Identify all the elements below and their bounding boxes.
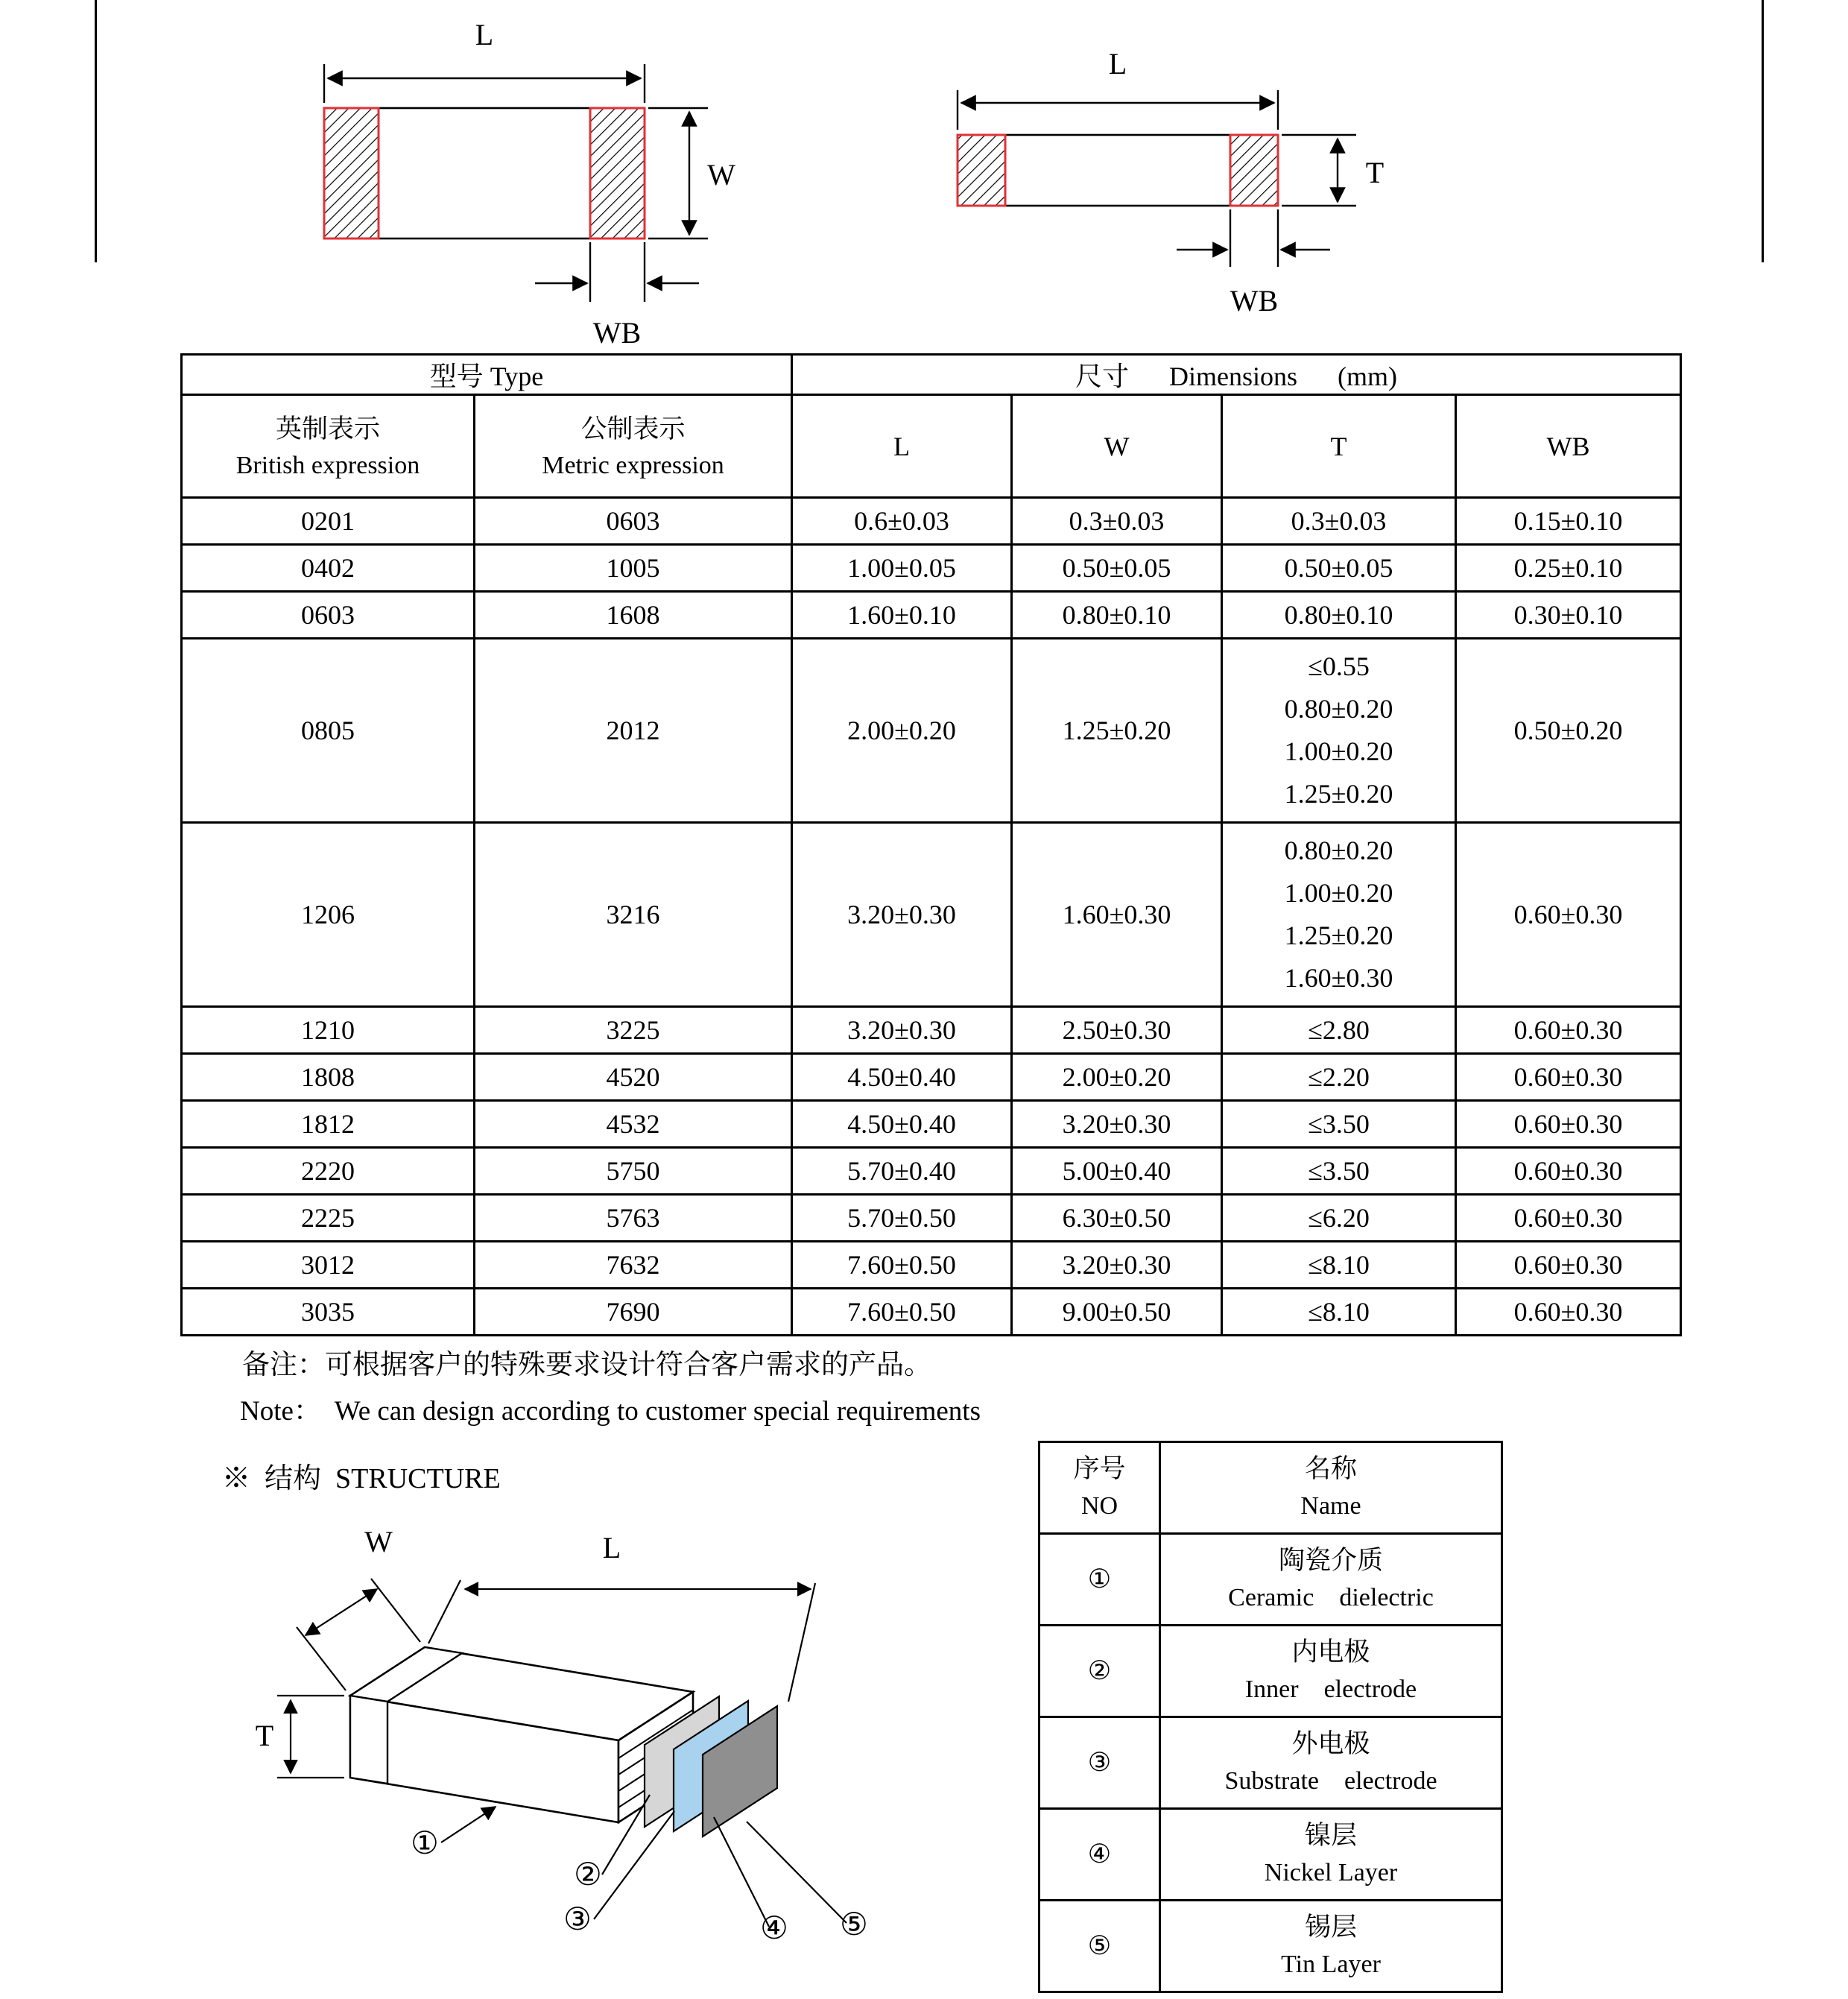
dim-table-row	[182, 823, 1681, 1007]
dim-table-row	[182, 1242, 1681, 1289]
dim-label-w: W	[364, 1525, 393, 1559]
cell-t: ≤0.55 0.80±0.20 1.00±0.20 1.25±0.20	[1222, 639, 1456, 823]
structure-heading: ※ 结构 STRUCTURE	[222, 1463, 501, 1494]
cell-w: 9.00±0.50	[1012, 1289, 1222, 1336]
cell-t: 0.50±0.05	[1222, 545, 1456, 592]
dim-table-body	[182, 498, 1681, 1336]
cell-w: 5.00±0.40	[1012, 1148, 1222, 1195]
cell-wb: 0.60±0.30	[1456, 1195, 1681, 1242]
note-cn: 备注：可根据客户的特殊要求设计符合客户需求的产品。	[242, 1350, 931, 1380]
dim-table-row	[182, 545, 1681, 592]
structure-header-row	[1040, 1442, 1502, 1534]
col-header-w: W	[1012, 395, 1222, 498]
terminal-right-hatch	[1230, 135, 1278, 206]
dim-table-row	[182, 1007, 1681, 1054]
cell-british: 1812	[182, 1101, 475, 1148]
cell-l: 0.6±0.03	[792, 498, 1012, 545]
cell-metric: 7690	[475, 1289, 792, 1336]
cell-w: 1.60±0.30	[1012, 823, 1222, 1007]
cell-no: ①	[1040, 1534, 1160, 1626]
cell-wb: 0.25±0.10	[1456, 545, 1681, 592]
cell-l: 4.50±0.40	[792, 1101, 1012, 1148]
cell-t: ≤2.20	[1222, 1054, 1456, 1101]
cell-metric: 4520	[475, 1054, 792, 1101]
cell-t: ≤8.10	[1222, 1289, 1456, 1336]
cell-metric: 1005	[475, 545, 792, 592]
cell-british: 2220	[182, 1148, 475, 1195]
cell-t: ≤6.20	[1222, 1195, 1456, 1242]
cell-t: ≤2.80	[1222, 1007, 1456, 1054]
page-border-left	[95, 0, 97, 262]
col-header-british	[182, 395, 475, 498]
cell-l: 3.20±0.30	[792, 823, 1012, 1007]
cell-british: 1206	[182, 823, 475, 1007]
dim-table-row	[182, 1101, 1681, 1148]
dim-wb-arrow	[535, 242, 699, 302]
callout-4: ④	[760, 1910, 788, 1946]
type-group-header: 型号 Type	[182, 355, 792, 395]
cell-metric: 5763	[475, 1195, 792, 1242]
cell-name: 外电极 Substrate electrode	[1160, 1717, 1502, 1809]
cell-no: ②	[1040, 1626, 1160, 1717]
dimension-table	[180, 353, 1682, 1336]
cell-metric: 1608	[475, 592, 792, 639]
structure-table-row	[1040, 1901, 1502, 1992]
cell-no: ④	[1040, 1809, 1160, 1901]
cell-wb: 0.30±0.10	[1456, 592, 1681, 639]
structure-table-row	[1040, 1717, 1502, 1809]
terminal-left-hatch	[958, 135, 1005, 206]
cell-name: 镍层 Nickel Layer	[1160, 1809, 1502, 1901]
callout-3: ③	[563, 1901, 592, 1937]
cell-t: 0.80±0.20 1.00±0.20 1.25±0.20 1.60±0.30	[1222, 823, 1456, 1007]
structure-col-no-en: NO	[1080, 1492, 1118, 1520]
cell-l: 1.00±0.05	[792, 545, 1012, 592]
dim-l-arrow	[958, 90, 1278, 130]
cell-l: 1.60±0.10	[792, 592, 1012, 639]
terminal-left-hatch	[324, 108, 379, 239]
dim-wb-arrow	[1177, 209, 1330, 267]
structure-table-row	[1040, 1809, 1502, 1901]
dimensions-group-header: 尺寸 Dimensions (mm)	[792, 355, 1681, 395]
callout-2: ②	[574, 1856, 602, 1892]
dim-table-row	[182, 498, 1681, 545]
cell-wb: 0.60±0.30	[1456, 1007, 1681, 1054]
col-header-l: L	[792, 395, 1012, 498]
cell-british: 0805	[182, 639, 475, 823]
cell-t: 0.80±0.10	[1222, 592, 1456, 639]
cell-l: 7.60±0.50	[792, 1289, 1012, 1336]
cell-t: ≤3.50	[1222, 1148, 1456, 1195]
cell-w: 2.50±0.30	[1012, 1007, 1222, 1054]
structure-table-row	[1040, 1626, 1502, 1717]
dim-label-l: L	[602, 1531, 621, 1564]
cell-name: 锡层 Tin Layer	[1160, 1901, 1502, 1992]
cell-metric: 2012	[475, 639, 792, 823]
dim-label-l: L	[475, 18, 494, 51]
structure-col-name	[1160, 1442, 1502, 1534]
cell-british: 3035	[182, 1289, 475, 1336]
cell-name: 陶瓷介质 Ceramic dielectric	[1160, 1534, 1502, 1626]
col-header-wb: WB	[1456, 395, 1681, 498]
col-header-metric-cn: 公制表示	[580, 414, 686, 443]
cell-british: 1210	[182, 1007, 475, 1054]
cell-name: 内电极 Inner electrode	[1160, 1626, 1502, 1717]
side-view-diagram	[928, 41, 1420, 339]
cell-wb: 0.50±0.20	[1456, 639, 1681, 823]
cell-t: ≤3.50	[1222, 1101, 1456, 1148]
column-header-row	[182, 395, 1681, 498]
dim-label-w: W	[707, 158, 735, 192]
group-header-row	[182, 355, 1681, 395]
cell-w: 2.00±0.20	[1012, 1054, 1222, 1101]
cell-british: 3012	[182, 1242, 475, 1289]
col-header-british-cn: 英制表示	[275, 414, 380, 443]
col-header-t: T	[1222, 395, 1456, 498]
dim-w-arrow	[648, 108, 708, 239]
cell-british: 0201	[182, 498, 475, 545]
cell-metric: 7632	[475, 1242, 792, 1289]
dim-t-arrow	[1282, 135, 1356, 206]
cell-l: 3.20±0.30	[792, 1007, 1012, 1054]
cell-wb: 0.60±0.30	[1456, 1289, 1681, 1336]
cell-metric: 5750	[475, 1148, 792, 1195]
cell-w: 0.80±0.10	[1012, 592, 1222, 639]
cell-w: 3.20±0.30	[1012, 1242, 1222, 1289]
cell-l: 4.50±0.40	[792, 1054, 1012, 1101]
callout-5: ⑤	[840, 1906, 868, 1942]
cell-wb: 0.60±0.30	[1456, 1148, 1681, 1195]
dim-table-row	[182, 1289, 1681, 1336]
structure-table-row	[1040, 1534, 1502, 1626]
cell-no: ③	[1040, 1717, 1160, 1809]
dim-table-row	[182, 1148, 1681, 1195]
cell-metric: 3225	[475, 1007, 792, 1054]
cell-l: 7.60±0.50	[792, 1242, 1012, 1289]
cell-t: ≤8.10	[1222, 1242, 1456, 1289]
cell-british: 0603	[182, 592, 475, 639]
cell-wb: 0.60±0.30	[1456, 1054, 1681, 1101]
terminal-right-hatch	[590, 108, 645, 239]
cell-wb: 0.60±0.30	[1456, 823, 1681, 1007]
structure-col-name-en: Name	[1300, 1492, 1361, 1520]
cell-l: 2.00±0.20	[792, 639, 1012, 823]
cell-metric: 3216	[475, 823, 792, 1007]
structure-col-name-cn: 名称	[1304, 1454, 1357, 1483]
dim-label-wb: WB	[1230, 284, 1279, 318]
dim-label-t: T	[255, 1719, 274, 1752]
dim-t-arrow	[277, 1696, 344, 1778]
cell-w: 6.30±0.50	[1012, 1195, 1222, 1242]
cell-l: 5.70±0.40	[792, 1148, 1012, 1195]
dim-label-l: L	[1108, 47, 1127, 80]
callout-1: ①	[411, 1825, 439, 1861]
cell-wb: 0.60±0.30	[1456, 1242, 1681, 1289]
dim-table-row	[182, 592, 1681, 639]
cell-british: 2225	[182, 1195, 475, 1242]
cell-w: 3.20±0.30	[1012, 1101, 1222, 1148]
cell-wb: 0.60±0.30	[1456, 1101, 1681, 1148]
cell-w: 0.3±0.03	[1012, 498, 1222, 545]
structure-diagram	[246, 1520, 902, 1983]
dim-l-arrow	[324, 64, 645, 103]
note-en: Note： We can design according to customer special requirements	[240, 1396, 981, 1427]
structure-col-no	[1040, 1442, 1160, 1534]
cell-l: 5.70±0.50	[792, 1195, 1012, 1242]
cell-british: 0402	[182, 545, 475, 592]
dim-table-row	[182, 1195, 1681, 1242]
dim-label-t: T	[1365, 156, 1385, 189]
page-border-right	[1762, 0, 1764, 262]
cell-metric: 0603	[475, 498, 792, 545]
cell-w: 0.50±0.05	[1012, 545, 1222, 592]
cell-metric: 4532	[475, 1101, 792, 1148]
dim-label-wb: WB	[592, 316, 642, 350]
cell-no: ⑤	[1040, 1901, 1160, 1992]
cell-british: 1808	[182, 1054, 475, 1101]
dim-table-row	[182, 1054, 1681, 1101]
col-header-metric	[475, 395, 792, 498]
cell-wb: 0.15±0.10	[1456, 498, 1681, 545]
col-header-metric-en: Metric expression	[542, 451, 724, 479]
structure-col-no-cn: 序号	[1073, 1454, 1126, 1483]
dim-table-row	[182, 639, 1681, 823]
cell-t: 0.3±0.03	[1222, 498, 1456, 545]
top-view-diagram	[298, 7, 745, 350]
cell-w: 1.25±0.20	[1012, 639, 1222, 823]
col-header-british-en: British expression	[235, 451, 420, 479]
structure-table	[1038, 1441, 1503, 1993]
structure-table-body	[1040, 1534, 1502, 1992]
